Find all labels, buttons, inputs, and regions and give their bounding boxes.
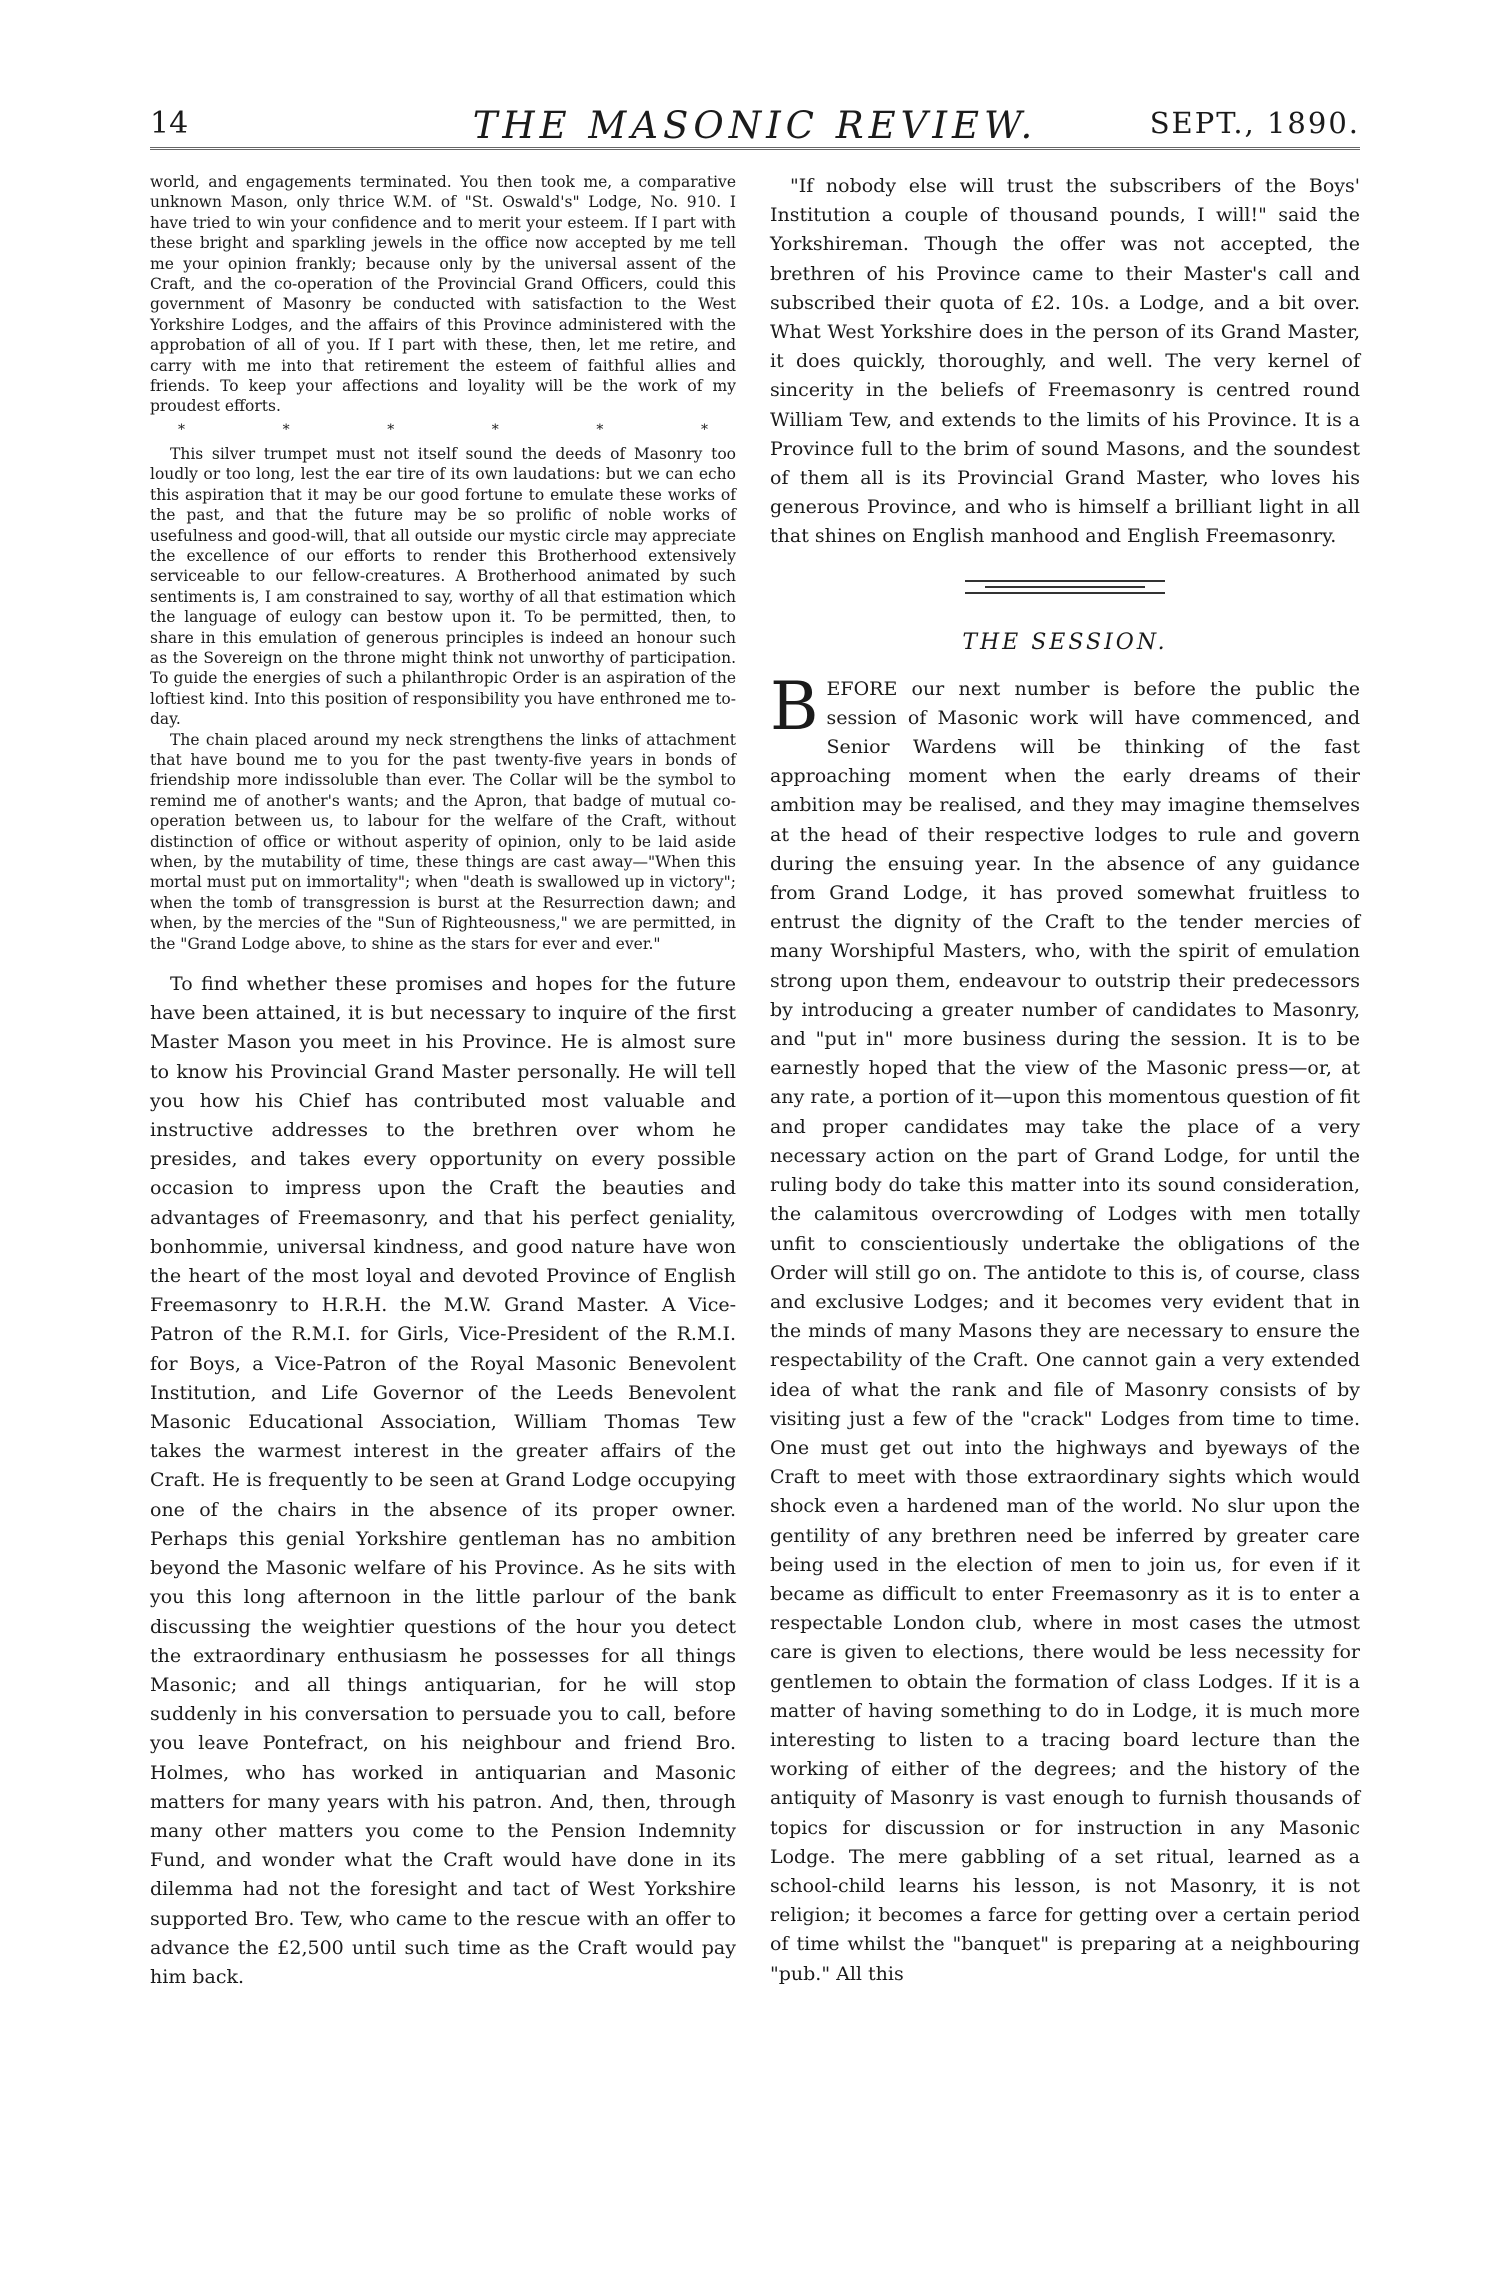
star: * bbox=[700, 421, 708, 438]
drop-cap: B bbox=[770, 667, 819, 745]
star: * bbox=[491, 421, 499, 438]
quoted-speech-paragraph: The chain placed around my neck strengthens the links of attachment that have bound me to you for the past twenty-five years in bonds of friendship more indissoluble than ever. The Collar will be the symbol to remind me of another's wants; and the Apron, that badge of mutual co-operation between us, to labour for the welfare of the Craft, without distinction of office or without asperity of opinion, only to be laid aside when, by the mutability of time, these things are cast away—"When this mortal must put on immortality"; when "death is swallowed up in victory"; when the tomb of transgression is burst at the Resurrection dawn; and when, by the mercies of the "Sun of Righteousness," we are permitted, in the "Grand Lodge above, to shine as the stars for ever and ever." bbox=[150, 730, 736, 953]
session-article-paragraph bbox=[770, 667, 1360, 1989]
section-title: THE SESSION. bbox=[962, 629, 1168, 655]
session-article-text: EFORE our next number is before the public the session of Masonic work will have commenced, and Senior Wardens will be thinking of the fast approaching moment when the early dreams of their ambition may be realised, and they may imagine themselves at the head of their respective lodges to rule and govern during the ensuing year. In the absence of any guidance from Grand Lodge, it has proved somewhat fruitless to entrust the dignity of the Craft to the tender mercies of many Worshipful Masters, who, with the spirit of emulation strong upon them, endeavour to outstrip their predecessors by introducing a greater number of candidates to Masonry, and "put in" more business during the session. It is to be earnestly hoped that the view of the Masonic press—or, at any rate, a portion of it—upon this momentous question of fit and proper candidates may take the place of a very necessary action on the part of Grand Lodge, for until the ruling body do take this matter into its sound consideration, the calamitous overcrowding of Lodges with men totally unfit to conscientiously undertake the obligations of the Order will still go on. The antidote to this is, of course, class and exclusive Lodges; and it becomes very evident that in the minds of many Masons they are necessary to ensure the respectability of the Craft. One cannot gain a very extended idea of what the rank and file of Masonry consists of by visiting just a few of the "crack" Lodges from time to time. One must get out into the highways and byeways of the Craft to meet with those extraordinary sights which would shock even a hardened man of the world. No slur upon the gentility of any brethren need be inferred by greater care being used in the election of men to join us, for even if it became as difficult to enter Freemasonry as it is to enter a respectable London club, where in most cases the utmost care is given to elections, there would be less necessity for gentlemen to obtain the formation of class Lodges. If it is a matter of having something to do in Lodge, it is much more interesting to listen to a tracing board lecture than the working of either of the degrees; and the history of the antiquity of Masonry is vast enough to furnish thousands of topics for discussion or for instruction in any Masonic Lodge. The mere gabbling of a set ritual, learned as a school-child learns his lesson, is not Masonry, it is not religion; it becomes a farce for getting over a certain period of time whilst the "banquet" is preparing at a neighbouring "pub." All this bbox=[770, 677, 1360, 1985]
page-header bbox=[150, 100, 1360, 150]
star: * bbox=[387, 421, 395, 438]
article-body-paragraph: To find whether these promises and hopes for the future have been attained, it is but necessary to inquire of the first Master Mason you meet in his Province. He is almost sure to know his Provincial Grand Master personally. He will tell you how his Chief has contributed most valuable and instructive addresses to the brethren over whom he presides, and takes every opportunity on every possible occasion to impress upon the Craft the beauties and advantages of Freemasonry, and that his perfect geniality, bonhommie, universal kindness, and good nature have won the heart of the most loyal and devoted Province of English Freemasonry to H.R.H. the M.W. Grand Master. A Vice-Patron of the R.M.I. for Girls, Vice-President of the R.M.I. for Boys, a Vice-Patron of the Royal Masonic Benevolent Institution, and Life Governor of the Leeds Benevolent Masonic Educational Association, William Thomas Tew takes the warmest interest in the greater affairs of the Craft. He is frequently to be seen at Grand Lodge occupying one of the chairs in the absence of its proper owner. Perhaps this genial Yorkshire gentleman has no ambition beyond the Masonic welfare of his Province. As he sits with you this long afternoon in the little parlour of the bank discussing the weightier questions of the hour you detect the extraordinary enthusiasm he possesses for all things Masonic; and all things antiquarian, for he will stop suddenly in his conversation to persuade you to call, before you leave Pontefract, on his neighbour and friend Bro. Holmes, who has worked in antiquarian and Masonic matters for many years with his patron. And, then, through many other matters you come to the Pension Indemnity Fund, and wonder what the Craft would have done in its dilemma had not the foresight and tact of West Yorkshire supported Bro. Tew, who came to the rescue with an offer to advance the £2,500 until such time as the Craft would pay him back. bbox=[150, 973, 736, 1988]
left-column bbox=[150, 172, 736, 1992]
section-divider-ornament bbox=[965, 580, 1165, 594]
right-column bbox=[770, 172, 1360, 1989]
issue-date: SEPT., 1890. bbox=[1149, 106, 1360, 140]
quoted-speech-paragraph: This silver trumpet must not itself sound the deeds of Masonry too loudly or too long, lest the ear tire of its own laudations: but we can echo this aspiration that it may be our good fortune to emulate these works of the past, and that the future may be so prolific of noble works of usefulness and good-will, that all outside our mystic circle may appreciate the excellence of our efforts to render this Brotherhood extensively serviceable to our fellow-creatures. A Brotherhood animated by such sentiments is, I am constrained to say, worthy of all that estimation which the language of eulogy can bestow upon it. To be permitted, then, to share in this emulation of generous principles is indeed an honour such as the Sovereign on the throne might think not unworthy of participation. To guide the energies of such a philanthropic Order is an aspiration of the loftiest kind. Into this position of responsibility you have enthroned me to-day. bbox=[150, 444, 736, 729]
journal-title: THE MASONIC REVIEW. bbox=[472, 104, 1038, 147]
page-number: 14 bbox=[150, 106, 189, 141]
star: * bbox=[596, 421, 604, 438]
quoted-speech-paragraph: world, and engagements terminated. You then took me, a comparative unknown Mason, only thrice W.M. of "St. Oswald's" Lodge, No. 910. I have tried to win your confidence and to merit your esteem. If I part with these bright and sparkling jewels in the office now accepted by me tell me your opinion frankly; because only by the universal assent of the Craft, and the co-operation of the Provincial Grand Officers, could this government of Masonry be conducted with satisfaction to the West Yorkshire Lodges, and the affairs of this Province administered with the approbation of all of you. If I part with these, then, let me retire, and carry with me into that retirement the esteem of faithful allies and friends. To keep your affections and loyality will be the work of my proudest efforts. bbox=[150, 173, 736, 416]
star: * bbox=[178, 421, 185, 438]
section-stars bbox=[150, 417, 736, 444]
star: * bbox=[282, 421, 290, 438]
header-rule bbox=[150, 147, 1360, 150]
article-continuation-paragraph: "If nobody else will trust the subscribers of the Boys' Institution a couple of thousand pounds, I will!" said the Yorkshireman. Though the offer was not accepted, the brethren of his Province came to their Master's call and subscribed their quota of £2. 10s. a Lodge, and a bit over. What West Yorkshire does in the person of its Grand Master, it does quickly, thoroughly, and well. The very kernel of sincerity in the beliefs of Freemasonry is centred round William Tew, and extends to the limits of his Province. It is a Province full to the brim of sound Masons, and the soundest of them all is its Provincial Grand Master, who loves his generous Province, and who is himself a brilliant light in all that shines on English manhood and English Freemasonry. bbox=[770, 175, 1360, 548]
